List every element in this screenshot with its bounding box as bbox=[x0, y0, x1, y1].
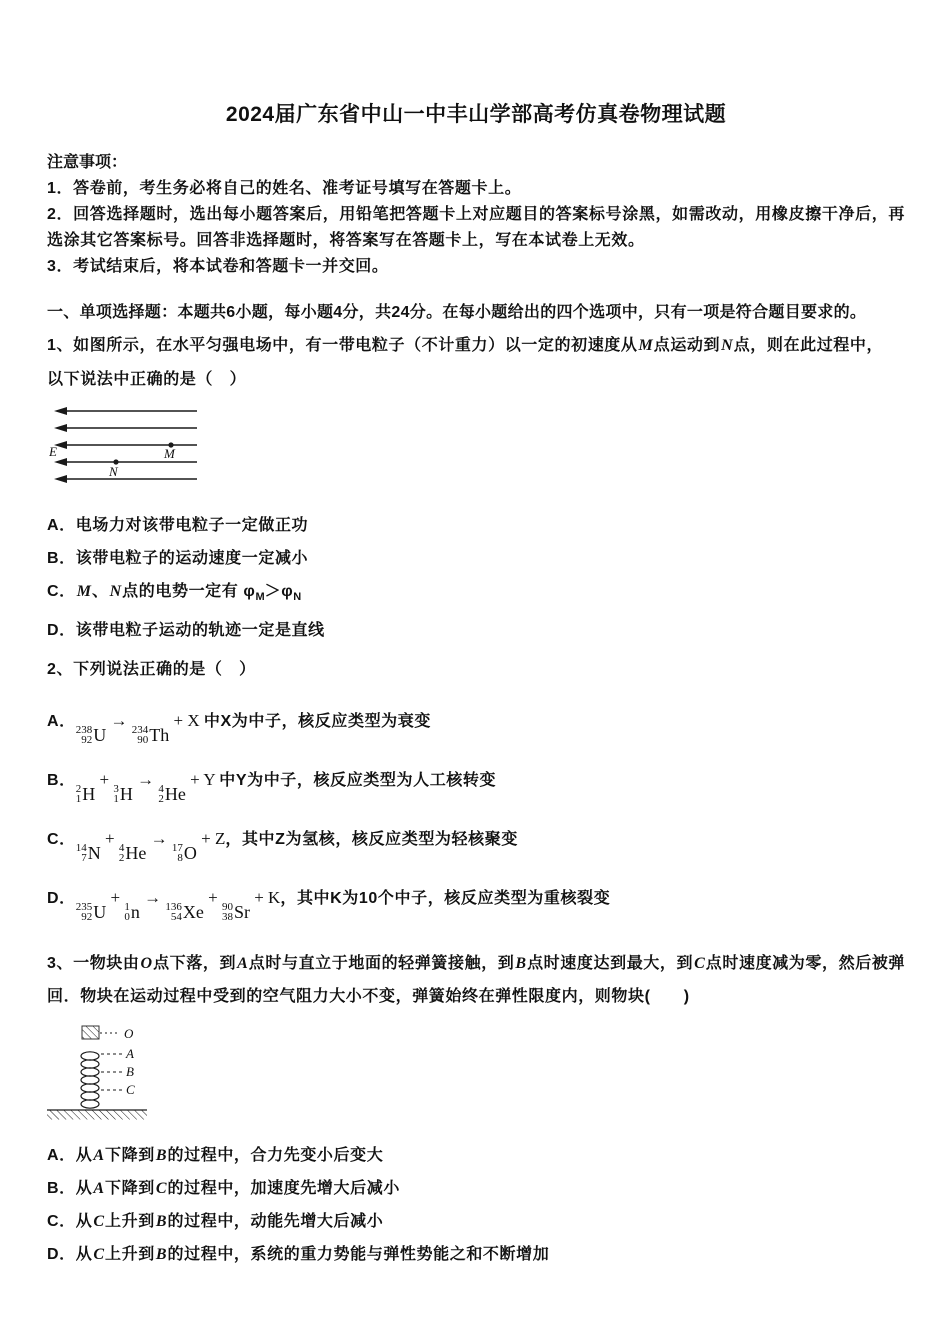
q3-option-c: C．从C上升到B的过程中，动能先增大后减小 bbox=[47, 1213, 384, 1231]
q1-stem-line2: 以下说法中正确的是（ ） bbox=[47, 371, 247, 388]
q3-option-d: D．从C上升到B的过程中，系统的重力势能与弹性势能之和不断增加 bbox=[47, 1246, 550, 1264]
q3-options bbox=[47, 1139, 905, 1271]
q1-option-d: D．该带电粒子运动的轨迹一定是直线 bbox=[47, 622, 325, 640]
q2-option-a: A． 238 92 U → 234 90 Th + X 中X为中子，核反应类型为衰变 bbox=[47, 711, 431, 747]
q1-stem: 1、如图所示，在水平匀强电场中，有一带电粒子（不计重力）以一定的初速度从M点运动到N点，则在此过程中， bbox=[47, 337, 884, 354]
spring-block-figure bbox=[47, 1023, 197, 1133]
notice-item-2: 2．回答选择题时，选出每小题答案后，用铅笔把答题卡上对应题目的答案标号涂黑，如需改动，用橡皮擦干净后，再选涂其它答案标号。回答非选择题时，将答案写在答题卡上，写在本试卷上无效。 bbox=[47, 206, 905, 249]
section-heading: 一、单项选择题：本题共6小题，每小题4分，共24分。在每小题给出的四个选项中，只有一项是符合题目要求的。 bbox=[47, 304, 867, 321]
q3-option-a: A．从A下降到B的过程中，合力先变小后变大 bbox=[47, 1147, 384, 1165]
ground-hatching bbox=[47, 1111, 147, 1120]
figure-label-b: B bbox=[126, 1064, 134, 1080]
q2-options bbox=[47, 705, 905, 922]
figure-label-c: C bbox=[126, 1082, 135, 1098]
q2-option-d: D． 235 92 U + 1 0 n → 136 54 Xe + 90 38 Sr + K，其中K为10个中子，核反应类型为重核裂变 bbox=[47, 888, 611, 924]
q2-option-c: C． 14 7 N + 4 2 He → 17 8 O + Z，其中Z为氢核，核反应类型为轻核聚变 bbox=[47, 829, 518, 865]
falling-block bbox=[82, 1026, 99, 1039]
q1-options bbox=[47, 509, 905, 647]
spring-coil bbox=[81, 1052, 99, 1108]
page-title: 2024届广东省中山一中丰山学部高考仿真卷物理试题 bbox=[225, 103, 727, 126]
q3-stem: 3、一物块由O点下落，到A点时与直立于地面的轻弹簧接触，到B点时速度达到最大，到C点时速度减为零，然后被弹回．物块在运动过程中受到的空气阻力大小不变，弹簧始终在弹性限度内，则物块( ) bbox=[47, 955, 905, 1006]
notice-item-1: 1．答卷前，考生务必将自己的姓名、准考证号填写在答题卡上。 bbox=[47, 180, 522, 197]
q1-option-b: B．该带电粒子的运动速度一定减小 bbox=[47, 550, 309, 567]
figure-label-m: M bbox=[164, 446, 175, 461]
q1-option-c: C．M、N点的电势一定有 $\varphi_M>\varphi_N$ bbox=[47, 583, 302, 604]
figure-label-n: N bbox=[109, 464, 118, 479]
field-lines bbox=[65, 411, 197, 479]
figure-label-o: O bbox=[124, 1026, 134, 1042]
electric-field-figure bbox=[49, 405, 209, 489]
q2-option-b: B． 2 1 H + 3 1 H → 4 2 He + Y 中Y为中子，核反应类型为人工核转变 bbox=[47, 770, 497, 806]
figure-label-a: A bbox=[126, 1046, 134, 1062]
notice-heading: 注意事项： bbox=[47, 154, 128, 171]
q3-option-b: B．从A下降到C的过程中，加速度先增大后减小 bbox=[47, 1180, 400, 1198]
figure-label-e: E bbox=[49, 444, 57, 459]
q2-stem: 2、下列说法正确的是（ ） bbox=[47, 661, 256, 679]
point-leaders bbox=[101, 1054, 122, 1090]
q1-option-a: A．电场力对该带电粒子一定做正功 bbox=[47, 517, 309, 534]
notice-item-3: 3．考试结束后，将本试卷和答题卡一并交回。 bbox=[47, 258, 389, 275]
